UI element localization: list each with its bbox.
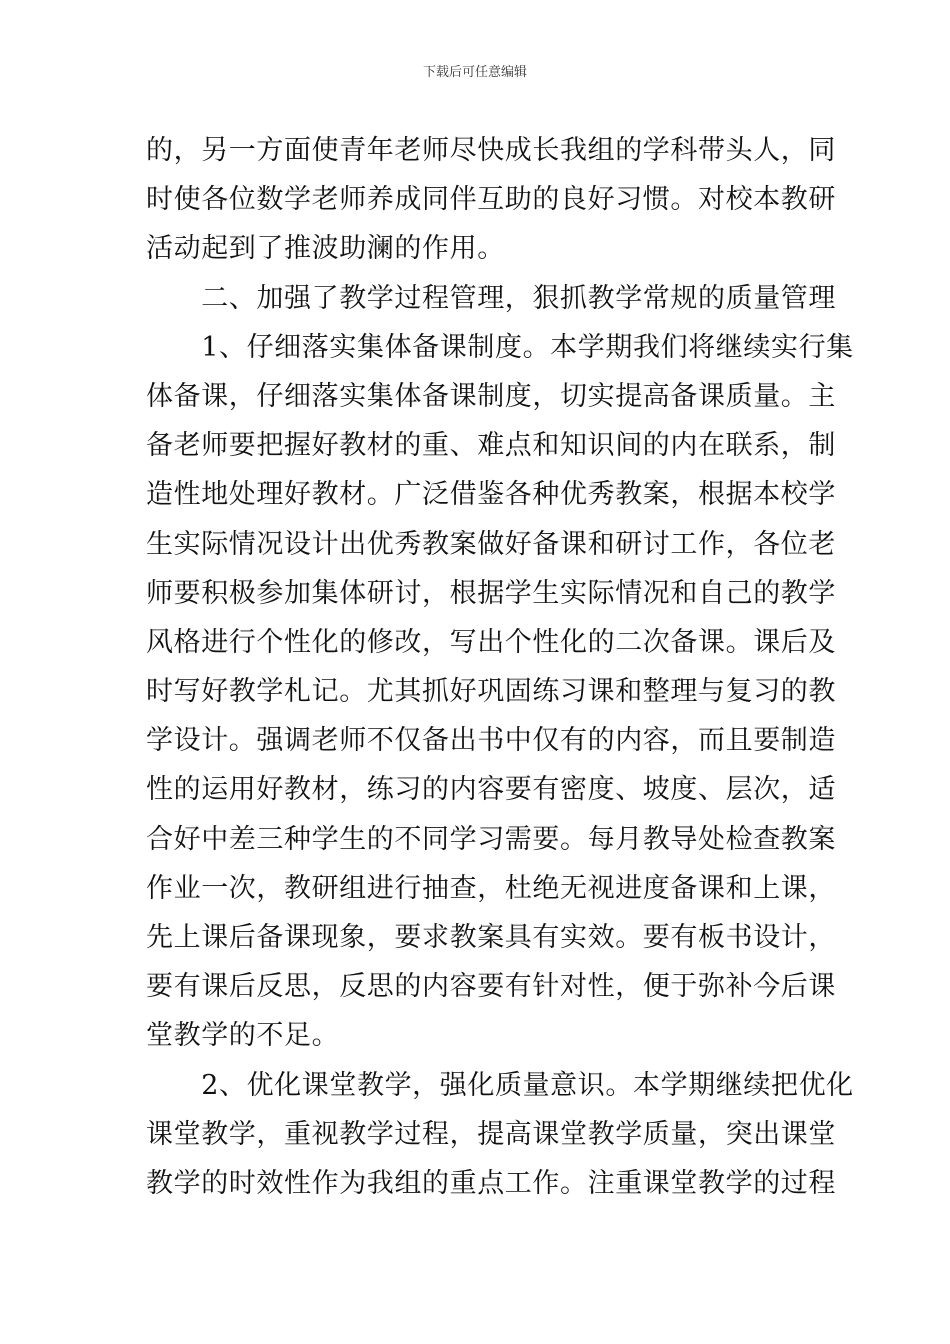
document-body bbox=[146, 126, 854, 1208]
text-line: 先上课后备课现象，要求教案具有实效。要有板书设计， bbox=[146, 922, 836, 953]
text-line: 教学的时效性作为我组的重点工作。注重课堂教学的过程 bbox=[146, 1167, 836, 1199]
text-line: 风格进行个性化的修改，写出个性化的二次备课。课后及 bbox=[146, 626, 836, 658]
text-line: 时使各位数学老师养成同伴互助的良好习惯。对校本教研 bbox=[146, 184, 836, 216]
text-line: 性的运用好教材，练习的内容要有密度、坡度、层次，适 bbox=[146, 774, 836, 806]
text-line: 2、优化课堂教学，强化质量意识。本学期继续把优化 bbox=[146, 1069, 854, 1101]
text-line: 备老师要把握好教材的重、难点和知识间的内在联系，制 bbox=[146, 430, 836, 462]
text-line: 体备课，仔细落实集体备课制度，切实提高备课质量。主 bbox=[146, 380, 836, 412]
text-line: 作业一次，教研组进行抽查，杜绝无视进度备课和上课， bbox=[146, 872, 836, 904]
text-line: 要有课后反思，反思的内容要有针对性，便于弥补今后课 bbox=[146, 971, 836, 1003]
text-line: 时写好教学札记。尤其抓好巩固练习课和整理与复习的教 bbox=[146, 676, 836, 708]
text-line: 堂教学的不足。 bbox=[146, 1020, 340, 1052]
text-line: 合好中差三种学生的不同学习需要。每月教导处检查教案 bbox=[146, 823, 836, 855]
text-line: 活动起到了推波助澜的作用。 bbox=[146, 233, 505, 265]
text-line: 课堂教学，重视教学过程，提高课堂教学质量，突出课堂 bbox=[146, 1118, 836, 1150]
section-heading: 二、加强了教学过程管理，狠抓教学常规的质量管理 bbox=[146, 282, 836, 314]
text-line: 学设计。强调老师不仅备出书中仅有的内容，而且要制造 bbox=[146, 725, 836, 757]
page-header: 下载后可任意编辑 bbox=[422, 65, 527, 80]
text-line: 师要积极参加集体研讨，根据学生实际情况和自己的教学 bbox=[146, 577, 836, 609]
text-line: 生实际情况设计出优秀教案做好备课和研讨工作，各位老 bbox=[146, 528, 836, 560]
text-line: 1、仔细落实集体备课制度。本学期我们将继续实行集 bbox=[146, 331, 854, 363]
text-line: 的，另一方面使青年老师尽快成长我组的学科带头人，同 bbox=[146, 135, 836, 166]
text-line: 造性地处理好教材。广泛借鉴各种优秀教案，根据本校学 bbox=[146, 479, 836, 511]
